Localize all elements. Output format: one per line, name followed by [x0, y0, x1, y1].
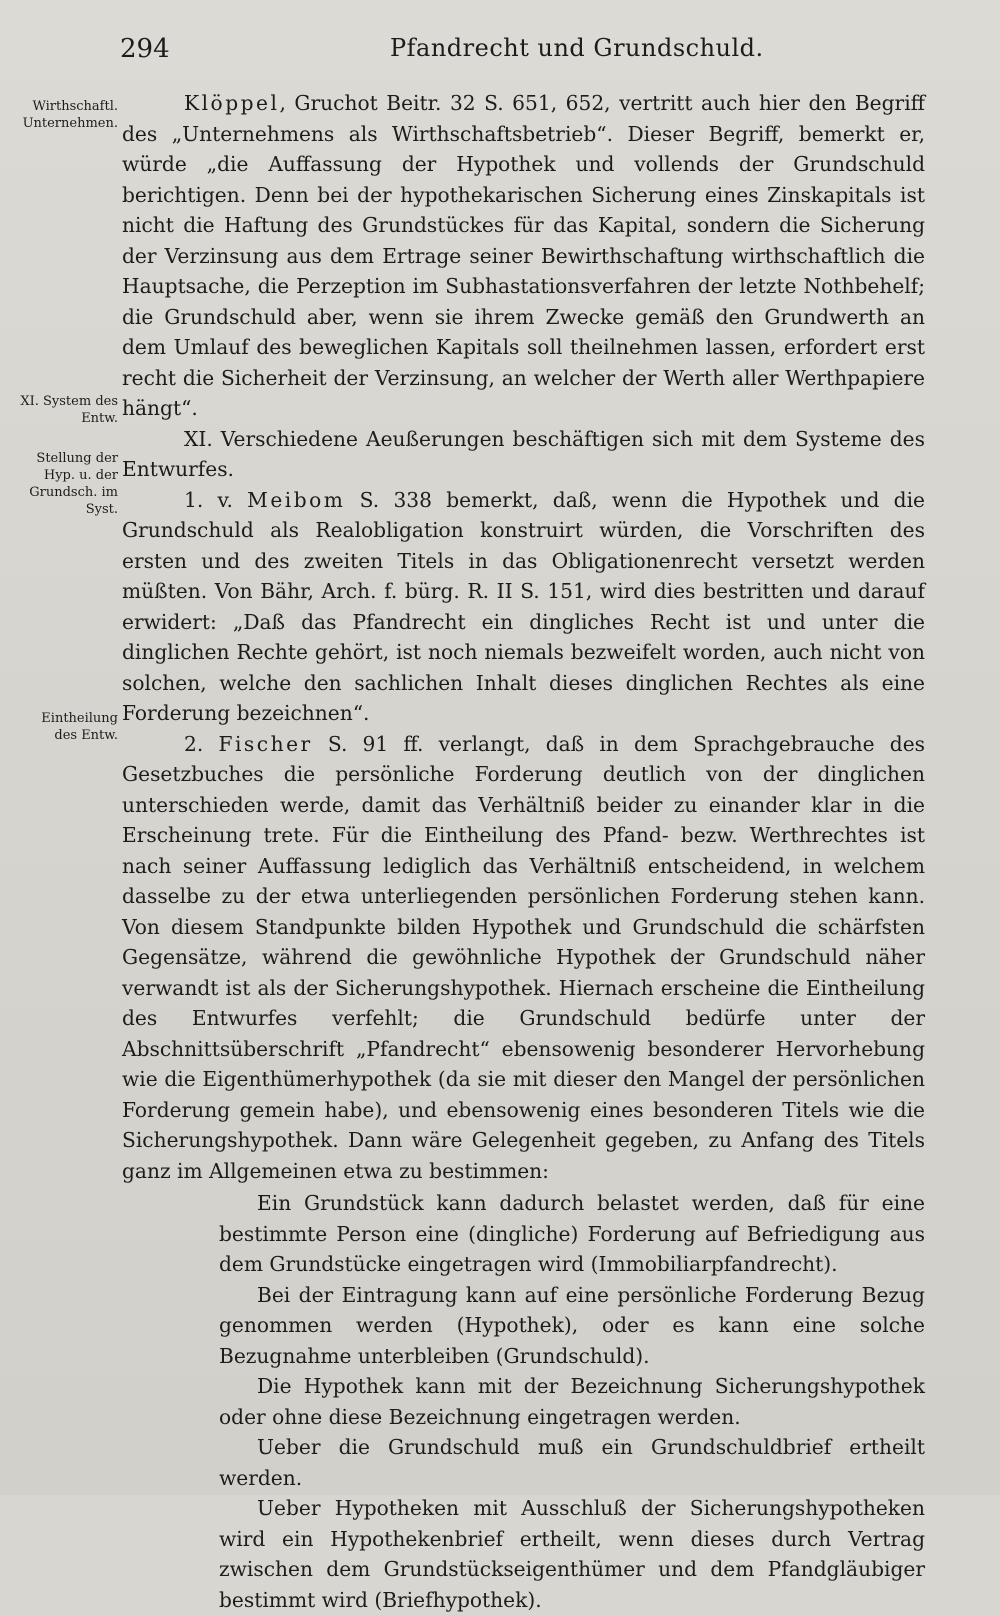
- paragraph: XI. Verschiedene Aeußerungen beschäftigen sich mit dem Systeme des Entwurfes.: [122, 426, 925, 481]
- author-name: Klöppel: [184, 91, 280, 115]
- margin-note: XI. System des Entw.: [20, 394, 118, 426]
- author-name: Fischer: [218, 731, 313, 756]
- author-name: Meibom: [247, 487, 346, 512]
- running-title: Pfandrecht und Grundschuld.: [390, 34, 764, 62]
- quote-paragraph: Bei der Eintragung kann auf eine persönliche Forderung Bezug genommen werden (Hypothek), oder es kann eine solche Bezugnahme unterbleiben (Grundschuld).: [219, 1282, 925, 1368]
- quote-paragraph: Ueber die Grundschuld muß ein Grundschuldbrief ertheilt werden.: [219, 1435, 925, 1490]
- quote-paragraph: Die Hypothek kann mit der Bezeichnung Sicherungshypothek oder ohne diese Bezeichnung eingetragen werden.: [219, 1374, 925, 1429]
- quote-paragraph: Ueber Hypotheken mit Ausschluß der Sicherungshypotheken wird ein Hypothekenbrief ertheilt, wenn dieses durch Vertrag zwischen dem Grundstückseigenthümer und dem Pfandgläubiger bestimmt wird (Briefhypothek).: [219, 1496, 925, 1612]
- proposed-provision: [219, 1188, 925, 1615]
- page-number: 294: [120, 34, 170, 64]
- paragraph: Klöppel, Gruchot Beitr. 32 S. 651, 652, vertritt auch hier den Begriff des „Unternehmens als Wirthschaftsbetrieb“. Dieser Begriff, bemerkt er, würde „die Auffassung der Hypothek und vollends der Grundschuld berichtigen. Denn bei der hypothekarischen Sicherung eines Zinskapitals ist nicht die Haftung des Grundstückes für das Kapital, sondern die Sicherung der Verzinsung aus dem Ertrage seiner Bewirthschaftung wirthschaftlich die Hauptsache, die Perzeption im Subhastationsverfahren der letzte Nothbehelf; die Grundschuld aber, wenn sie ihrem Zwecke gemäß den Grundwerth an dem Umlauf des beweglichen Kapitals soll theilnehmen lassen, erfordert erst recht die Sicherheit der Verzinsung, an welcher der Werth aller Werthpapiere hängt“.: [122, 91, 925, 420]
- body-text: [122, 88, 925, 1615]
- margin-note: Stellung der Hyp. u. der Grundsch. im Syst.: [29, 451, 118, 517]
- paragraph: 1. v. Meibom S. 338 bemerkt, daß, wenn die Hypothek und die Grundschuld als Realobligation konstruirt würden, die Vorschriften des ersten und des zweiten Titels in das Obligationenrecht versetzt werden müßten. Von Bähr, Arch. f. bürg. R. II S. 151, wird dies bestritten und darauf erwidert: „Daß das Pfandrecht ein dingliches Recht ist und unter die dinglichen Rechte gehört, ist noch niemals bezweifelt worden, auch nicht von solchen, welche den sachlichen Inhalt dieses dinglichen Rechtes als eine Forderung bezeichnen“.: [122, 487, 925, 725]
- quote-paragraph: Ein Grundstück kann dadurch belastet werden, daß für eine bestimmte Person eine (dingliche) Forderung auf Befriedigung aus dem Grundstücke eingetragen wird (Immobiliarpfandrecht).: [219, 1191, 925, 1276]
- page-header: [120, 28, 920, 72]
- margin-note: Eintheilung des Entw.: [41, 711, 118, 743]
- margin-note: Wirthschaftl. Unternehmen.: [22, 99, 118, 131]
- paragraph: 2. Fischer S. 91 ff. verlangt, daß in dem Sprachgebrauche des Gesetzbuches die persönliche Forderung deutlich von der dinglichen unterschieden werde, damit das Verhältniß beider zu einander klar in die Erscheinung trete. Für die Eintheilung des Pfand- bezw. Werthrechtes ist nach seiner Auffassung lediglich das Verhältniß entscheidend, in welchem dasselbe zu der etwa unterliegenden persönlichen Forderung stehen kann. Von diesem Standpunkte bilden Hypothek und Grundschuld die schärfsten Gegensätze, während die gewöhnliche Hypothek der Grundschuld näher verwandt ist als der Sicherungshypothek. Hiernach erscheine die Eintheilung des Entwurfes verfehlt; die Grundschuld bedürfe unter der Abschnittsüberschrift „Pfandrecht“ ebensowenig besonderer Hervorhebung wie die Eigenthümerhypothek (da sie mit dieser den Mangel der persönlichen Forderung gemein habe), und ebensowenig eines besonderen Titels wie die Sicherungshypothek. Dann wäre Gelegenheit gegeben, zu Anfang des Titels ganz im Allgemeinen etwa zu bestimmen:: [122, 731, 925, 1183]
